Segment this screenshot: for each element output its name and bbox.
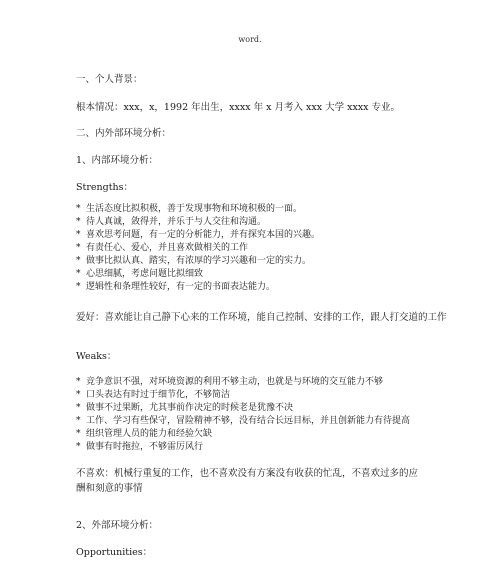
- strengths-list: [76, 203, 320, 294]
- list-item: * 待人真诚，敛得并，并乐于与人交往和沟通。: [76, 217, 267, 227]
- list-item: * 口头表达有时过于细节化，不够简洁: [76, 390, 231, 400]
- bullet-icon: *: [76, 390, 81, 400]
- list-item: * 心思细腻，考虑问题比拟细致: [76, 269, 204, 279]
- bullet-icon: *: [76, 217, 81, 227]
- bullet-icon: *: [76, 230, 81, 240]
- external-analysis-title: 2、外部环境分析：: [76, 520, 159, 531]
- list-item: * 有责任心、爱心，并且喜欢做相关的工作: [76, 243, 249, 253]
- dislike-paragraph: 不喜欢：机械行重复的工作，也不喜欢没有方案没有收获的忙乱，不喜欢过多的应酬和刻意的事情: [76, 468, 419, 494]
- section-1-title: 一、个人背景：: [76, 74, 143, 85]
- list-item: * 喜欢思考问题，有一定的分析能力，并有探究本国的兴趣。: [76, 230, 321, 240]
- bullet-icon: *: [76, 403, 81, 413]
- weaks-heading: Weaks：: [76, 351, 117, 362]
- bullet-icon: *: [76, 416, 81, 426]
- bullet-icon: *: [76, 429, 81, 439]
- strengths-heading: Strengths：: [76, 182, 134, 193]
- list-item: * 工作、学习有些保守，冒险精神不够，没有结合长远目标，并且创新能力有待提高: [76, 416, 411, 426]
- list-item: * 做事有时拖拉，不够雷厉风行: [76, 442, 204, 452]
- list-item: * 组织管理人员的能力和经验欠缺: [76, 429, 213, 439]
- bullet-icon: *: [76, 282, 81, 292]
- list-item: * 做事比拟认真、踏实，有浓厚的学习兴趣和一定的实力。: [76, 256, 312, 266]
- opportunities-heading: Opportunities：: [76, 547, 153, 558]
- list-item: * 竞争意识不强，对环境资源的利用不够主动，也就是与环境的交互能力不够: [76, 377, 384, 387]
- section-2-title: 二、内外部环境分析：: [76, 128, 172, 139]
- bullet-icon: *: [76, 256, 81, 266]
- list-item: * 逻辑性和条理性较好，有一定的书面表达能力。: [76, 282, 276, 292]
- weaks-list: [76, 376, 410, 454]
- background-paragraph: 根本情况：xxx，x，1992 年出生，xxxx 年 x 月考入 xxx 大学 xxxx 专业。: [76, 102, 401, 113]
- hobby-paragraph: 爱好：喜欢能让自己静下心来的工作环境，能自己控制、安排的工作，跟人打交道的工作: [76, 312, 447, 323]
- bullet-icon: *: [76, 442, 81, 452]
- bullet-icon: *: [76, 204, 81, 214]
- page-header-mark: word.: [238, 35, 262, 44]
- list-item: * 生活态度比拟积极，善于发现事物和环境积极的一面。: [76, 204, 303, 214]
- internal-analysis-title: 1、内部环境分析：: [76, 155, 159, 166]
- bullet-icon: *: [76, 243, 81, 253]
- bullet-icon: *: [76, 377, 81, 387]
- list-item: * 做事不过果断，尤其事前作决定的时候老是犹豫不决: [76, 403, 294, 413]
- bullet-icon: *: [76, 269, 81, 279]
